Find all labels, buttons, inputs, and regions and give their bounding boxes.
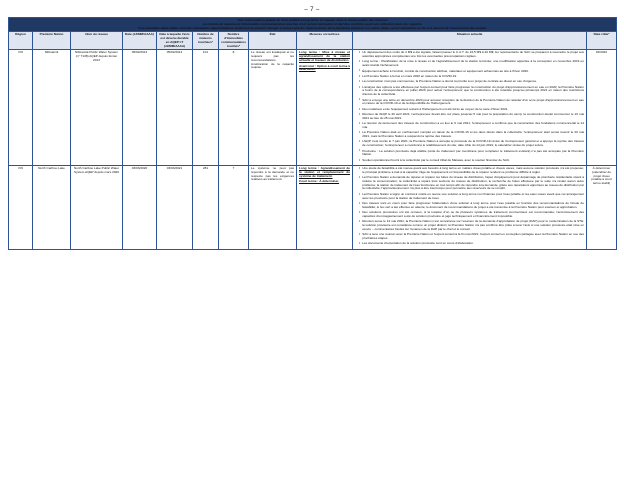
list-item: • SAC a envoyé une lettre en décembre 2020 pour accuser réception de la décision de la Première Nation de retarder d'un an le projet d'approvisionnement en eau en raison de la COVID-19 et de la disponibilité de l'hébergement. xyxy=(359,99,584,107)
list-item: • Réunion tenue le 14 mai 2021; la Première Nation n'est convaincue sur l'examen de la demande d'approbation de projet (DAP) pour le modernisation de la STE; la solution provisoire est considérée comme un projet distinct; la Première Nation n'a pas confirmé être prête à lever l'avis si une solution provisoire était mise en œuvre – commentaires fondés sur l'examen de la DAP par le chef et le conseil. xyxy=(359,220,584,231)
list-item: • La Première Nation a demandé de réparer et réparer les fuites du réseau de distribution, l'ajout d'équipement pour dépannage de plomberie résidentielle visant à réduire la consommation; la collectivité a réparé trois sections du réseau de distribution; le recherche de fuites effectuée par le suite n'a révélé aucun autre problème; la station de traitement de l'eau fonctionne en tout temps afin de répondre à la demande, grâce aux réparations apportées au réseau de distribution par la collectivité; l'approvisionnement n'a plus à être interrompu pour permettre aux réservoirs de se remplir. xyxy=(359,176,584,191)
header-row xyxy=(9,32,617,50)
measures-short-term: Avant tout : Option à court terme à déterminer. xyxy=(299,63,350,72)
list-item: • Long terme : Planification de la mise à niveau et de l'agrandissement de la station terminée; une modification apportée à la conception en novembre 2019 en avait retardé l'achèvement. xyxy=(359,60,584,68)
cell-date: 03/03/2020 xyxy=(123,166,157,250)
notice-banner xyxy=(9,18,617,32)
cell-status: Le système ne peut pas répondre à la demande et ne respecte pas les exigences relatives au traitement. xyxy=(249,166,297,250)
col-date: Date (JJ/MM/AAAA) xyxy=(123,32,157,50)
water-advisory-table xyxy=(8,17,617,250)
cell-date-lt: 03/03/2021 xyxy=(157,166,193,250)
list-item: • Réunion de l'EQP le 20 avril 2021; l'entrepreneur devait être sur place jusqu'au 5 mai pour la préparation du camp; la construction devait commencer le 10 mai 2021 au lieu du 25 mai 2021. xyxy=(359,113,584,121)
col-houses: Nombre de maisons touchées* xyxy=(193,32,219,50)
col-measures: Mesures correctives xyxy=(297,32,353,50)
current-situation-list xyxy=(355,167,584,246)
cell-first-nation: North Caribou Lake xyxy=(33,166,71,250)
cell-first-nation: Nibinamik xyxy=(33,50,71,166)
cell-houses: 281 xyxy=(193,166,219,250)
cell-target-date: 03/2022 xyxy=(587,50,617,166)
list-item: • Provisoire : La solution provisoire déjà établie (unité de traitement par membrane pour remplacer le traitement existant) n'a pas été acceptée par la Première Nation. xyxy=(359,150,584,158)
page-number: – 7 – xyxy=(304,6,320,13)
cell-buildings: 7 xyxy=(219,166,249,250)
col-buildings: Nombre d'immeubles communautaires touchés* xyxy=(219,32,249,50)
col-current-situation: Situation actuelle xyxy=(353,32,587,50)
col-date-lt: Date à laquelle l'avis est devenu durable en AQEP LT (JJ/MM/AAAA) xyxy=(157,32,193,50)
cell-target-date: À déterminer (calendrier du projet d'eau potable à court terme établi) xyxy=(587,166,617,250)
list-item: • L'EQP s'est réunie le 7 juin 2021; la Première Nation a accepté le protocole de la COVID-19 révisé de l'entrepreneur général et a appuyé la reprise des travaux de construction; l'entrepreneur a coordonné le rétablissement du site; date cible du 14 juin 2021; le calendrier révisé du projet suivra. xyxy=(359,140,584,148)
list-item: • La Première Nation a signé un contrat à moitié en œuvre une solution à long terme non financée pour l'eau potable et les eaux usées avant que cet arrangement avec les provisoire pour la station de traitement de l'eau. xyxy=(359,193,584,201)
cell-system-name: Nibinamik Public Water System (n° 7138) AQEP depuis février 2013 xyxy=(71,50,123,166)
current-situation-list xyxy=(355,51,584,162)
measures-long-term: Long terme : Agrandissement de la station et remplacement du système de traitement. xyxy=(299,166,350,178)
cell-current-situation xyxy=(353,50,587,166)
col-target-date: Date cible* xyxy=(587,32,617,50)
cell-status: Le réseau est inadéquat et ne requiers pas les recommandations. Amélioration de la capacité requise. xyxy=(249,50,297,166)
measures-short-term: Court terme : À déterminer. xyxy=(299,179,340,184)
list-item: • Des solutions provisoires ont été cernées, si la location d'un ou de plusieurs systèmes de traitement commerciaux est recommandée; l'accroissement des capacités d'emmagasinement a été de solution provisoire et jugé techniquement et financièrement impossible. xyxy=(359,211,584,219)
cell-current-situation xyxy=(353,166,587,250)
cell-system-name: North Caribou Lake Public Water System AQEP depuis mars 2020 xyxy=(71,166,123,250)
list-item: • Les documents d'exportation de la solution provisoire sont en cours d'élaboration. xyxy=(359,242,584,246)
cell-buildings: 8 xyxy=(219,50,249,166)
notice-line-1: Avis concernant la qualité de l'eau potable à long terme en vigueur dans le réseau public des réserves xyxy=(237,18,388,22)
list-item: • Soutien opérationnel fourni à la collectivité par le conseil tribal de Matawa, avec le soutien financier de SAC. xyxy=(359,159,584,163)
list-item: • Des travaux sont en cours pour faire progresser l'élaboration d'une solution à long terme pour l'eau potable en fonction des recommandations de l'étude de faisabilité; le feu vert a été effectué en attente; le document de recommandations du projet a été transmise à la Première Nation pour examen et approbation. xyxy=(359,202,584,210)
list-item: • L'analyse des options a été effectuée par l'expert-conseil pour faire progresser la construction du projet d'approvisionnement en eau en 2020; la Première Nation a fourni de la correspondance en juillet 2020 pour aviser l'entrepreneur que la construction a été retardée jusqu'au printemps 2021 en raison des restrictions d'accès de la collectivité. xyxy=(359,86,584,97)
cell-date: 05/02/2013 xyxy=(123,50,157,166)
notice-line-2: Le nombre de maisons et d'immeubles communautaires touchés n'est qu'une estimation et doit être confirmé avant son utilisation dans les rapports. xyxy=(202,21,423,26)
col-status: État xyxy=(249,32,297,50)
list-item: • La construction n'est pas commencée; la Première Nation a donné la priorité à un projet de centrale au diesel en cas d'urgence. xyxy=(359,80,584,84)
list-item: • La Première Nation était en confinement complet en raison de la COVID-19 et les deux décès dans la collectivité; l'entrepreneur était censé revenir le 20 mai 2021, mais la Première Nation a suspendu la reprise des travaux. xyxy=(359,131,584,139)
cell-region: ON xyxy=(9,50,33,166)
cell-houses: 101 xyxy=(193,50,219,166)
notice-row xyxy=(9,18,617,32)
list-item: • Des matériaux et de l'équipement restant à l'hébergement ont été livrés au moyen de la route d'hiver 2021. xyxy=(359,108,584,112)
cell-date-lt: 05/02/2014 xyxy=(157,50,193,166)
col-region: Région xyxy=(9,32,33,50)
cell-region: ON xyxy=(9,166,33,250)
cell-measures xyxy=(297,166,353,250)
table-row xyxy=(9,50,617,166)
list-item: • Un dépassement des coûts de 4 M$ a été signalé, faisant passer le C.A.T. de 16,5 M$ à 20 M$; les représentants de SAC se préparent à soumettre le projet aux autorités appropriées compétentes une fois les éventuelles préoccupations réglées. xyxy=(359,51,584,59)
list-item: • La Première Nation a fermé en mars 2020 en raison de la COVID-19. xyxy=(359,75,584,79)
list-item: • SAC a tenu une réunion avec la Première Nation et l'expert-conseil à la fin mai 2021; l'expert-conseil en conception partagée avec la Première Nation en vue des prochaines étapes. xyxy=(359,233,584,241)
measures-long-term: Long terme : Mise à niveau et agrandissement de la station actuelle et travaux de distribution. xyxy=(299,50,350,62)
notice-line-3: *Les nouvelles dates cibles sont des estimations approximatives seulement et peuvent changer à mesure que les répercussions de la pandémie évoluent. Les dates cibles seront réévaluées au fur et à mesure de l'avancement des projets. xyxy=(138,25,487,30)
table-row xyxy=(9,166,617,250)
col-first-nation: Première Nation xyxy=(33,32,71,50)
cell-measures xyxy=(297,50,353,166)
col-system-name: Nom du réseau xyxy=(71,32,123,50)
list-item: • La réunion de lancement des travaux de construction a eu lieu le 6 mai 2021; l'entrepreneur a confirmé que la construction des fondations commencerait le 14 mai. xyxy=(359,122,584,130)
list-item: • Une étude de faisabilité a été menée quant aux besoins à long terme en matière d'eau potable et d'eaux usées, mais aucune solution provisoire n'a été proposée; le principal problème a trait à la capacité; l'âge de l'équipement et l'impossibilité de le réparer rendent ce problème difficile à régler. xyxy=(359,167,584,175)
list-item: • Équipement acheté à l'endroit, contrat de construction attribué, matériaux et équipement acheminés au site à l'hiver 2020. xyxy=(359,70,584,74)
